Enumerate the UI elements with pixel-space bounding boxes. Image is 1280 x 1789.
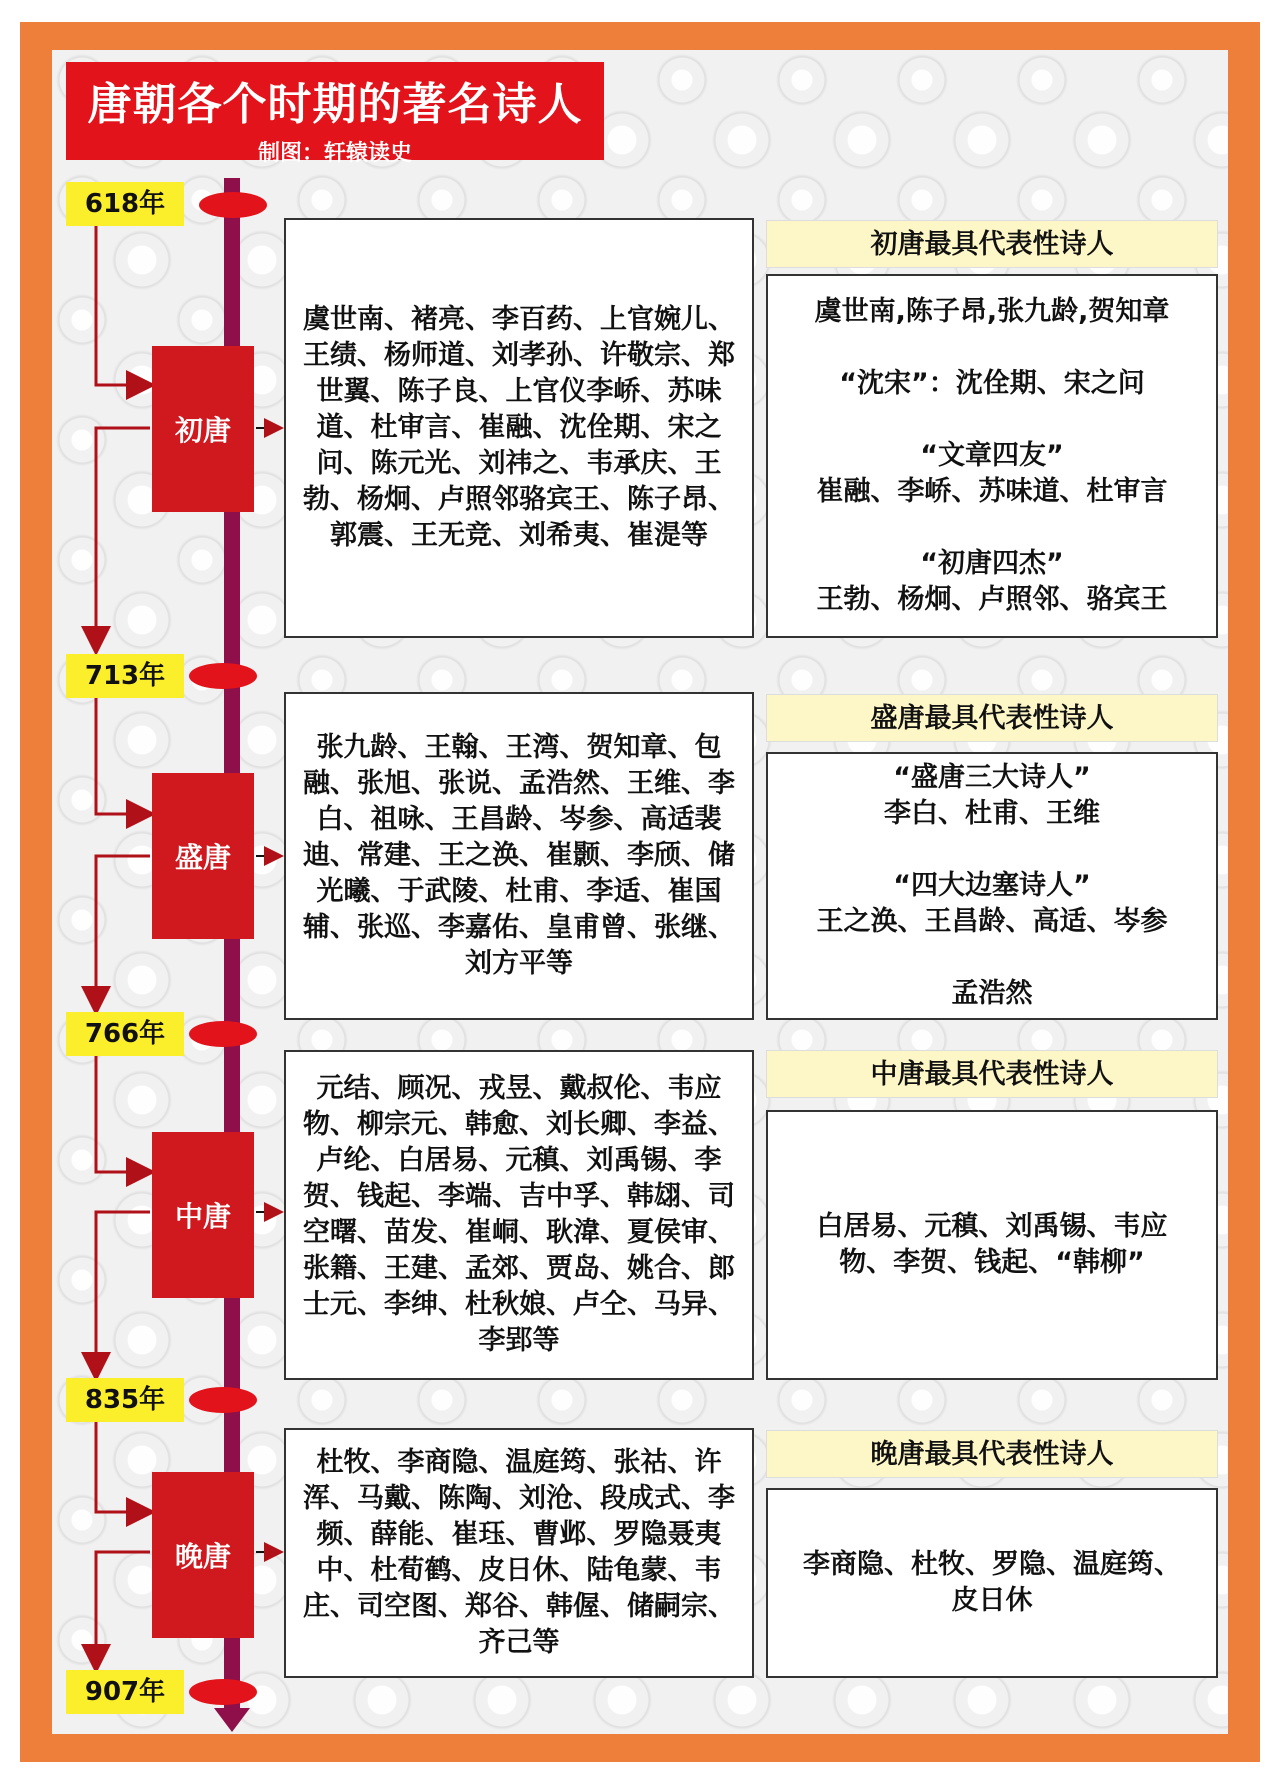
- rep-line: “初唐四杰”: [920, 548, 1064, 579]
- year-label-835: 835年: [66, 1378, 184, 1422]
- rep-body-zhongtang: [766, 1110, 1218, 1380]
- era-shengtang: 盛唐: [152, 773, 254, 939]
- rep-gap: [774, 510, 1210, 546]
- year-label-713: 713年: [66, 654, 184, 698]
- connector-shengtang-766: [96, 856, 150, 1010]
- rep-header-shengtang: 盛唐最具代表性诗人: [766, 694, 1218, 742]
- year-marker-835: [189, 1387, 257, 1413]
- poets-zhongtang-text: 元结、顾况、戎昱、戴叔伦、韦应物、柳宗元、韩愈、刘长卿、李益、卢纶、白居易、元稹、刘禹锡、李贺、钱起、李端、吉中孚、韩翃、司空曙、苗发、崔峒、耿湋、夏侯审、张籍、王建、孟郊、贾岛、姚合、郎士元、李绅、杜秋娘、卢仝、马异、李郢等: [303, 1073, 735, 1356]
- rep-line: 李白、杜甫、王维: [884, 798, 1100, 829]
- rep-line: 王勃、杨炯、卢照邻、骆宾王: [816, 584, 1168, 615]
- connector-zhongtang-835: [96, 1212, 150, 1376]
- year-label-766: 766年: [66, 1012, 184, 1056]
- rep-line: 虞世南,陈子昂,张九龄,贺知章: [814, 296, 1170, 327]
- poets-shengtang-text: 张九龄、王翰、王湾、贺知章、包融、张旭、张说、孟浩然、王维、李白、祖咏、王昌龄、岑参、高适裴迪、常建、王之涣、崔颢、李颀、储光曦、于武陵、杜甫、李适、崔国辅、张巡、李嘉佑、皇甫曾、张继、刘方平等: [303, 732, 735, 979]
- era-wantang: 晚唐: [152, 1472, 254, 1638]
- rep-gap: [774, 832, 1210, 868]
- year-marker-766: [189, 1021, 257, 1047]
- poets-wantang-text: 杜牧、李商隐、温庭筠、张祜、许浑、马戴、陈陶、刘沧、段成式、李频、薛能、崔珏、曹邺、罗隐聂夷中、杜荀鹤、皮日休、陆龟蒙、韦庄、司空图、郑谷、韩偓、储嗣宗、齐己等: [303, 1447, 735, 1658]
- connector-chutang-713: [96, 428, 150, 650]
- rep-line: “沈宋”：沈佺期、宋之问: [839, 368, 1145, 399]
- year-label-907: 907年: [66, 1670, 184, 1714]
- rep-line: 皮日休: [951, 1585, 1033, 1616]
- rep-line: “文章四友”: [920, 440, 1064, 471]
- year-label-618: 618年: [66, 182, 184, 226]
- rep-header-wantang: 晚唐最具代表性诗人: [766, 1430, 1218, 1478]
- connector-713-shengtang: [96, 698, 150, 814]
- rep-gap: [774, 940, 1210, 976]
- connector-766-zhongtang: [96, 1056, 150, 1172]
- poets-chutang: [284, 218, 754, 638]
- rep-header-zhongtang: 中唐最具代表性诗人: [766, 1050, 1218, 1098]
- rep-header-chutang: 初唐最具代表性诗人: [766, 220, 1218, 268]
- year-marker-907: [189, 1679, 257, 1705]
- poets-zhongtang: [284, 1050, 754, 1380]
- connector-618-chutang: [96, 226, 150, 385]
- rep-line: 李商隐、杜牧、罗隐、温庭筠、: [803, 1549, 1181, 1580]
- rep-line: “四大边塞诗人”: [893, 870, 1091, 901]
- timeline-arrowhead: [214, 1708, 250, 1732]
- rep-line: 孟浩然: [951, 978, 1033, 1009]
- page-title: 唐朝各个时期的著名诗人: [87, 79, 583, 130]
- poets-wantang: [284, 1428, 754, 1678]
- connector-835-wantang: [96, 1422, 150, 1512]
- rep-body-shengtang: [766, 752, 1218, 1020]
- rep-line: 白居易、元稹、刘禹锡、韦应: [816, 1211, 1168, 1242]
- rep-gap: [774, 402, 1210, 438]
- rep-body-chutang: [766, 274, 1218, 638]
- connector-wantang-907: [96, 1552, 150, 1668]
- era-chutang: 初唐: [152, 346, 254, 512]
- rep-gap: [774, 330, 1210, 366]
- poets-shengtang: [284, 692, 754, 1020]
- year-marker-713: [189, 663, 257, 689]
- rep-line: 崔融、李峤、苏味道、杜审言: [816, 476, 1168, 507]
- rep-line: 物、李贺、钱起、“韩柳”: [839, 1247, 1145, 1278]
- rep-line: “盛唐三大诗人”: [893, 762, 1091, 793]
- era-zhongtang: 中唐: [152, 1132, 254, 1298]
- rep-body-wantang: [766, 1488, 1218, 1678]
- rep-line: 王之涣、王昌龄、高适、岑参: [816, 906, 1168, 937]
- year-marker-618: [199, 192, 267, 218]
- poets-chutang-text: 虞世南、褚亮、李百药、上官婉儿、王绩、杨师道、刘孝孙、许敬宗、郑世翼、陈子良、上官仪李峤、苏味道、杜审言、崔融、沈佺期、宋之问、陈元光、刘祎之、韦承庆、王勃、杨炯、卢照邻骆宾王、陈子昂、郭震、王无竞、刘希夷、崔湜等: [303, 304, 735, 551]
- page-subtitle: 制图：轩辕读史: [257, 141, 412, 166]
